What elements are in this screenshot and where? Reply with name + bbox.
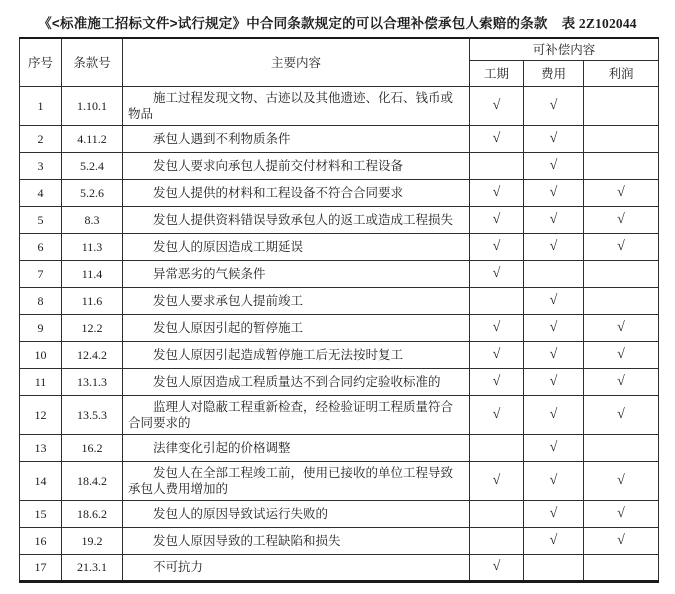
row-clause: 13.5.3: [62, 395, 123, 434]
row-clause: 8.3: [62, 206, 123, 233]
row-content: 发包人提供的材料和工程设备不符合合同要求: [123, 179, 470, 206]
row-content: 发包人的原因导致试运行失败的: [123, 500, 470, 527]
row-seq: 5: [20, 206, 62, 233]
check-cost: √: [524, 86, 584, 125]
table-row: [20, 554, 659, 581]
row-seq: 13: [20, 434, 62, 461]
table-row: [20, 461, 659, 500]
check-duration: √: [470, 368, 524, 395]
check-duration: √: [470, 206, 524, 233]
check-profit: √: [584, 527, 659, 554]
check-profit: [584, 125, 659, 152]
row-content: 发包人要求承包人提前竣工: [123, 287, 470, 314]
table-row: [20, 395, 659, 434]
row-clause: 18.4.2: [62, 461, 123, 500]
check-duration: √: [470, 233, 524, 260]
header-content: 主要内容: [123, 38, 470, 86]
row-seq: 10: [20, 341, 62, 368]
check-cost: √: [524, 152, 584, 179]
check-duration: [470, 434, 524, 461]
check-duration: [470, 527, 524, 554]
check-cost: √: [524, 368, 584, 395]
row-content: 发包人原因引起造成暂停施工后无法按时复工: [123, 341, 470, 368]
check-cost: √: [524, 527, 584, 554]
table-row: [20, 314, 659, 341]
row-content: 异常恶劣的气候条件: [123, 260, 470, 287]
row-seq: 9: [20, 314, 62, 341]
table-row: [20, 287, 659, 314]
check-duration: [470, 152, 524, 179]
check-profit: √: [584, 233, 659, 260]
header-seq: 序号: [20, 38, 62, 86]
check-profit: [584, 86, 659, 125]
table-row: [20, 86, 659, 125]
row-clause: 11.4: [62, 260, 123, 287]
check-duration: √: [470, 395, 524, 434]
check-cost: √: [524, 434, 584, 461]
row-seq: 1: [20, 86, 62, 125]
check-profit: [584, 152, 659, 179]
table-row: [20, 152, 659, 179]
row-seq: 15: [20, 500, 62, 527]
check-cost: √: [524, 287, 584, 314]
table-row: [20, 260, 659, 287]
row-clause: 1.10.1: [62, 86, 123, 125]
row-clause: 13.1.3: [62, 368, 123, 395]
check-cost: √: [524, 461, 584, 500]
row-seq: 3: [20, 152, 62, 179]
check-profit: √: [584, 206, 659, 233]
header-cost: 费用: [524, 60, 584, 86]
row-content: 发包人原因导致的工程缺陷和损失: [123, 527, 470, 554]
table-row: [20, 125, 659, 152]
row-content: 施工过程发现文物、古迹以及其他遗迹、化石、钱币或物品: [123, 86, 470, 125]
page-title: [0, 12, 675, 32]
check-profit: [584, 554, 659, 581]
row-seq: 11: [20, 368, 62, 395]
row-clause: 21.3.1: [62, 554, 123, 581]
check-profit: √: [584, 314, 659, 341]
row-seq: 14: [20, 461, 62, 500]
check-profit: √: [584, 368, 659, 395]
check-cost: √: [524, 233, 584, 260]
check-duration: √: [470, 314, 524, 341]
row-seq: 7: [20, 260, 62, 287]
row-clause: 4.11.2: [62, 125, 123, 152]
check-profit: [584, 260, 659, 287]
row-clause: 5.2.6: [62, 179, 123, 206]
row-seq: 2: [20, 125, 62, 152]
check-duration: √: [470, 554, 524, 581]
check-duration: √: [470, 86, 524, 125]
check-profit: √: [584, 500, 659, 527]
check-profit: [584, 287, 659, 314]
header-duration: 工期: [470, 60, 524, 86]
row-clause: 12.2: [62, 314, 123, 341]
check-duration: √: [470, 179, 524, 206]
header-compensation-group: 可补偿内容: [470, 38, 659, 60]
row-clause: 19.2: [62, 527, 123, 554]
check-profit: √: [584, 395, 659, 434]
row-content: 发包人原因造成工程质量达不到合同约定验收标准的: [123, 368, 470, 395]
compensation-clauses-table: [19, 37, 659, 583]
table-header: [20, 38, 659, 86]
row-content: 发包人原因引起的暂停施工: [123, 314, 470, 341]
row-content: 承包人遇到不利物质条件: [123, 125, 470, 152]
title-text: 《<标准施工招标文件>试行规定》中合同条款规定的可以合理补偿承包人索赔的条款: [38, 16, 548, 31]
check-cost: [524, 554, 584, 581]
row-seq: 17: [20, 554, 62, 581]
table-row: [20, 233, 659, 260]
row-content: 发包人在全部工程竣工前，使用已接收的单位工程导致承包人费用增加的: [123, 461, 470, 500]
check-duration: √: [470, 461, 524, 500]
row-clause: 18.6.2: [62, 500, 123, 527]
row-clause: 11.3: [62, 233, 123, 260]
check-duration: [470, 500, 524, 527]
row-content: 发包人的原因造成工期延误: [123, 233, 470, 260]
row-clause: 12.4.2: [62, 341, 123, 368]
check-cost: [524, 260, 584, 287]
row-clause: 5.2.4: [62, 152, 123, 179]
check-profit: √: [584, 179, 659, 206]
check-cost: √: [524, 206, 584, 233]
table-row: [20, 500, 659, 527]
row-clause: 16.2: [62, 434, 123, 461]
table-row: [20, 434, 659, 461]
check-cost: √: [524, 341, 584, 368]
row-content: 法律变化引起的价格调整: [123, 434, 470, 461]
check-cost: √: [524, 179, 584, 206]
table-row: [20, 368, 659, 395]
header-clause: 条款号: [62, 38, 123, 86]
check-profit: [584, 434, 659, 461]
row-seq: 16: [20, 527, 62, 554]
table-row: [20, 527, 659, 554]
table-row: [20, 341, 659, 368]
check-profit: √: [584, 461, 659, 500]
row-content: 发包人要求向承包人提前交付材料和工程设备: [123, 152, 470, 179]
check-cost: √: [524, 500, 584, 527]
row-seq: 12: [20, 395, 62, 434]
table-body: [20, 86, 659, 581]
table-row: [20, 206, 659, 233]
check-cost: √: [524, 314, 584, 341]
check-cost: √: [524, 125, 584, 152]
row-content: 发包人提供资料错误导致承包人的返工或造成工程损失: [123, 206, 470, 233]
table-code: 表 2Z102044: [561, 16, 637, 31]
check-duration: [470, 287, 524, 314]
check-duration: √: [470, 260, 524, 287]
check-duration: √: [470, 341, 524, 368]
row-seq: 8: [20, 287, 62, 314]
table-row: [20, 179, 659, 206]
row-content: 不可抗力: [123, 554, 470, 581]
check-profit: √: [584, 341, 659, 368]
check-duration: √: [470, 125, 524, 152]
row-clause: 11.6: [62, 287, 123, 314]
row-seq: 4: [20, 179, 62, 206]
row-content: 监理人对隐蔽工程重新检查，经检验证明工程质量符合合同要求的: [123, 395, 470, 434]
header-profit: 利润: [584, 60, 659, 86]
check-cost: √: [524, 395, 584, 434]
row-seq: 6: [20, 233, 62, 260]
